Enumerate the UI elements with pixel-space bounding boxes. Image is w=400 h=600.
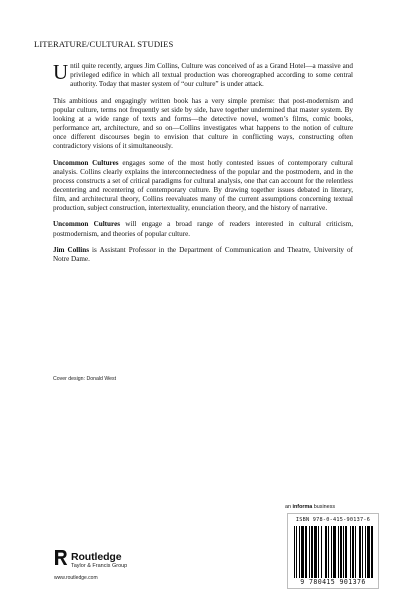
isbn-label: ISBN 978-0-415-90137-6: [295, 517, 371, 523]
barcode-bars: [290, 526, 376, 578]
barcode-bar: [352, 526, 354, 578]
author-name: Jim Collins: [53, 246, 89, 255]
barcode-bar: [296, 526, 297, 578]
publisher-block: [54, 549, 174, 585]
paragraph-issues: [53, 159, 353, 213]
publisher-name: Routledge: [71, 551, 122, 563]
barcode-bar: [355, 526, 356, 578]
barcode-bar: [345, 526, 347, 578]
barcode-bar: [301, 526, 304, 578]
book-title-mention: Uncommon Cultures: [53, 220, 121, 229]
barcode-bar: [365, 526, 366, 578]
business-tag-prefix: an: [285, 504, 293, 510]
barcode-bar: [343, 526, 344, 578]
paragraph-premise: This ambitious and engagingly written book has a very simple premise: that post-modernism and popular culture, terms not frequently set side by side, have together undermined that master system. By looking at a wide range of texts and forms—the detective novel, women’s films, comic books, performance art, architecture, and so on—Collins investigates what happens to the notion of culture once different discourses begin to envision that culture in conflicting ways, constructing often contradictory visions of it simultaneously.: [53, 96, 353, 150]
back-cover-text: [53, 62, 353, 272]
paragraph-audience: [53, 220, 353, 238]
barcode-bar: [318, 526, 319, 578]
barcode-bar: [311, 526, 313, 578]
author-bio-text: is Assistant Professor in the Department of Communication and Theatre, University of Notre Dame.: [53, 246, 353, 264]
cover-design-credit: Cover design: Donald West: [53, 376, 117, 382]
paragraph-audience-text: will engage a broad range of readers interested in cultural criticism, postmodernism, and theories of popular culture.: [53, 220, 354, 238]
barcode-number: 9 780415 901376: [300, 578, 366, 586]
barcode-bar: [325, 526, 327, 578]
category-label: LITERATURE/CULTURAL STUDIES: [34, 39, 174, 49]
paragraph-issues-text: engages some of the most hotly contested issues of contemporary cultural analysis. Collins clearly explains the interconnectedness of the popular and the postmodern, and in the process constructs a set of critical paradigms for cultural analysis, one that can account for the relentless decentering and recentering of contemporary culture. By drawing together issues debated in literary, film, and architectural theory, Collins reevaluates many of the current assumptions concerning textual production, subject construction, intertextuality, enunciation theory, and the history of narrative.: [53, 158, 353, 212]
barcode-bar: [350, 526, 351, 578]
isbn-barcode: [287, 513, 379, 589]
barcode-bar: [362, 526, 363, 578]
barcode-bar: [333, 526, 336, 578]
barcode-bar: [299, 526, 300, 578]
barcode-bar: [340, 526, 342, 578]
barcode-bar: [338, 526, 339, 578]
barcode-bar: [294, 526, 295, 578]
barcode-bar: [309, 526, 310, 578]
book-title-mention: Uncommon Cultures: [53, 158, 119, 167]
barcode-bar: [359, 526, 361, 578]
barcode-bar: [314, 526, 317, 578]
routledge-r-logo-icon: [54, 549, 68, 566]
paragraph-intro: Until quite recently, argues Jim Collins, Culture was conceived of as a Grand Hotel—a massive and privileged edifice in which all textual production was choreographed according to some central authority. Today that master system of “our culture” is under attack.: [53, 60, 353, 89]
barcode-bar: [371, 526, 373, 578]
paragraph-author-bio: [53, 246, 353, 264]
barcode-bar: [321, 526, 322, 578]
business-tag-brand: informa: [292, 504, 313, 510]
barcode-bar: [328, 526, 329, 578]
barcode-bar: [305, 526, 307, 578]
business-tag-suffix: business: [312, 504, 336, 510]
informa-business-tag: [285, 504, 335, 510]
barcode-bar: [331, 526, 332, 578]
publisher-tagline: Taylor & Francis Group: [71, 563, 128, 569]
publisher-url: www.routledge.com: [54, 575, 98, 581]
barcode-bar: [367, 526, 370, 578]
